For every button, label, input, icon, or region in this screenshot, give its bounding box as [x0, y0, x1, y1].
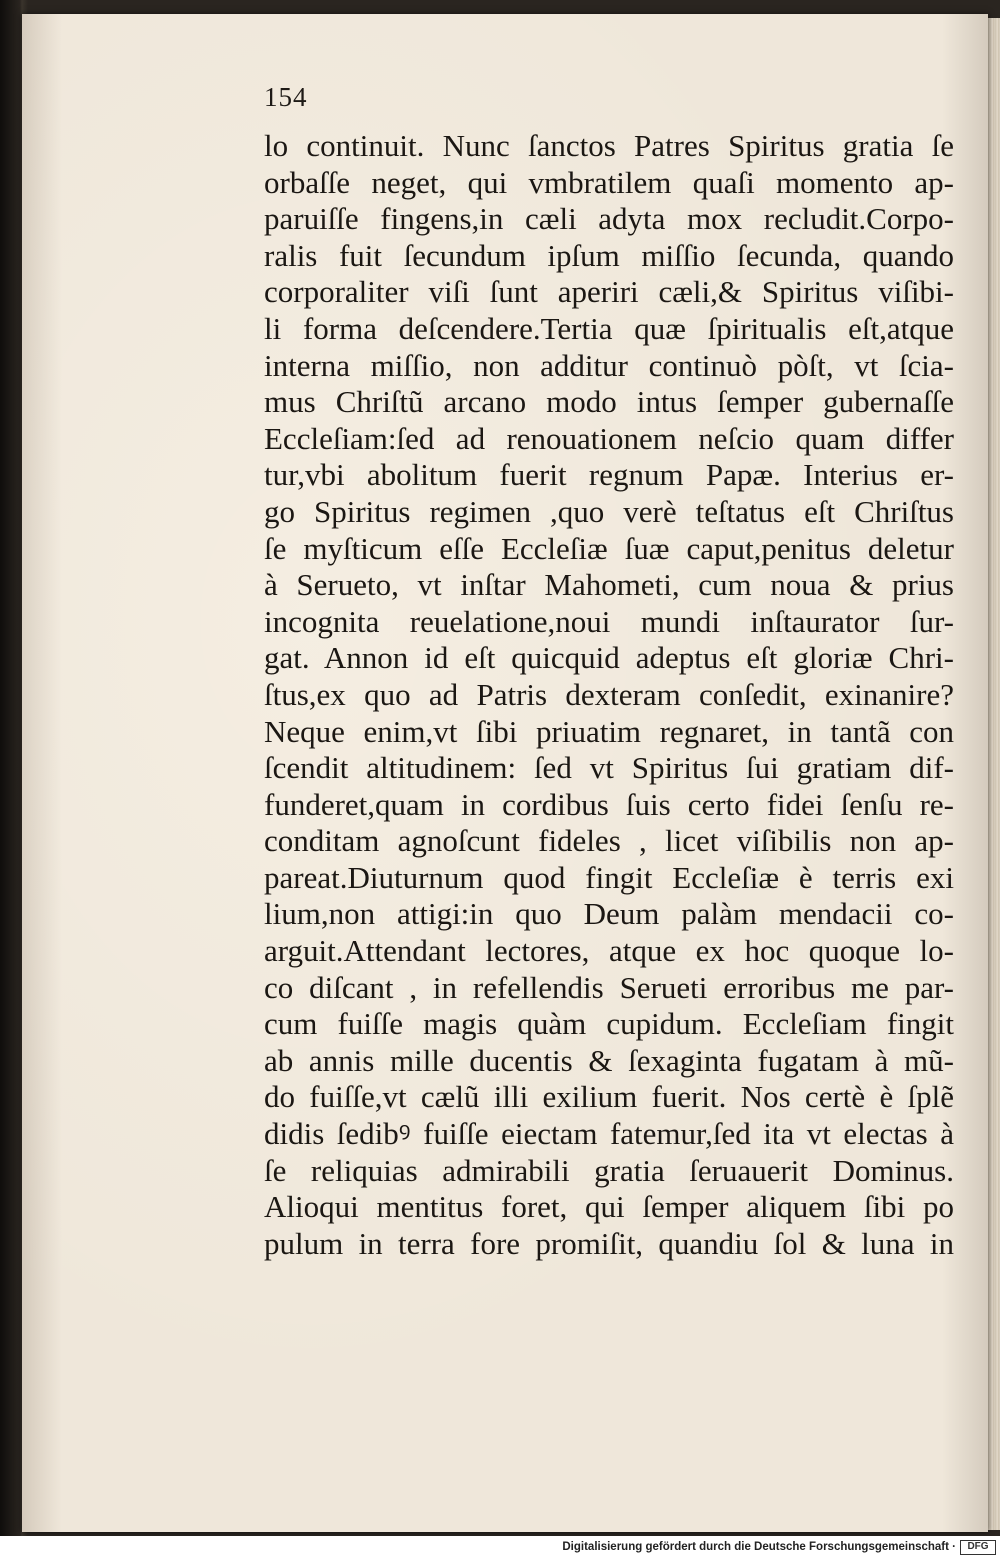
text-line: mus Chriſtũ arcano modo intus ſemper gubernaſſe	[264, 384, 954, 420]
digitization-footer	[0, 1536, 1000, 1560]
text-line: lium,non attigi:in quo Deum palàm mendacii co-	[264, 896, 954, 932]
text-line: ſtus,ex quo ad Patris dexteram conſedit, exinanire?	[264, 676, 954, 712]
text-line: tur,vbi abolitum fuerit regnum Papæ. Interius er-	[264, 457, 954, 493]
text-line: ralis fuit ſecundum ipſum miſſio ſecunda, quando	[264, 237, 954, 273]
text-line: do fuiſſe,vt cælũ illi exilium fuerit. Nos certè è ſplẽ	[264, 1079, 954, 1115]
text-line: pulum in terra fore promiſit, quandiu ſol & luna in	[264, 1225, 954, 1261]
text-line: ſcendit altitudinem: ſed vt Spiritus ſui gratiam dif-	[264, 750, 954, 786]
funding-notice: Digitalisierung gefördert durch die Deutsche Forschungsgemeinschaft ·	[562, 1541, 956, 1553]
text-line: funderet,quam in cordibus ſuis certo fidei ſenſu re-	[264, 786, 954, 822]
text-line: Alioqui mentitus foret, qui ſemper aliquem ſibi po	[264, 1189, 954, 1225]
text-line: didis ſedibꝰ fuiſſe eiectam fatemur,ſed ita vt electas à	[264, 1116, 954, 1152]
text-line: arguit.Attendant lectores, atque ex hoc quoque lo-	[264, 933, 954, 969]
text-line: Eccleſiam:ſed ad renouationem neſcio quam differ	[264, 420, 954, 456]
text-line: ab annis mille ducentis & ſexaginta fugatam à mũ-	[264, 1042, 954, 1078]
text-line: cum fuiſſe magis quàm cupidum. Eccleſiam fingit	[264, 1006, 954, 1042]
text-line: co diſcant , in refellendis Serueti erroribus me par-	[264, 969, 954, 1005]
text-line: lo continuit. Nunc ſanctos Patres Spiritus gratia ſe	[264, 128, 954, 163]
text-line: corporaliter viſi ſunt aperiri cæli,& Spiritus viſibi-	[264, 274, 954, 310]
text-line: incognita reuelatione,noui mundi inſtaurator ſur-	[264, 603, 954, 639]
dfg-logo: DFG	[960, 1540, 996, 1555]
text-line: interna miſſio, non additur continuò pòſt, vt ſcia-	[264, 347, 954, 383]
text-line: à Serueto, vt inſtar Mahometi, cum noua & prius	[264, 567, 954, 603]
text-line: Neque enim,vt ſibi priuatim regnaret, in tantã con	[264, 713, 954, 749]
text-line: paruiſſe fingens,in cæli adyta mox recludit.Corpo-	[264, 201, 954, 237]
text-line: li forma deſcendere.Tertia quæ ſpiritualis eſt,atque	[264, 310, 954, 346]
text-line: conditam agnoſcunt fideles , licet viſibilis non ap-	[264, 823, 954, 859]
text-line: gat. Annon id eſt quicquid adeptus eſt gloriæ Chri-	[264, 640, 954, 676]
text-line: pareat.Diuturnum quod fingit Eccleſiæ è terris exi	[264, 859, 954, 895]
text-line: ſe myſticum eſſe Eccleſiæ ſuæ caput,penitus deletur	[264, 530, 954, 566]
text-line: orbaſſe neget, qui vmbratilem quaſi momento ap-	[264, 164, 954, 200]
body-text	[264, 128, 954, 1262]
page-number: 154	[264, 82, 308, 112]
text-line: ſe reliquias admirabili gratia ſeruauerit Dominus.	[264, 1152, 954, 1188]
text-line: go Spiritus regimen ,quo verè teſtatus eſt Chriſtus	[264, 493, 954, 529]
